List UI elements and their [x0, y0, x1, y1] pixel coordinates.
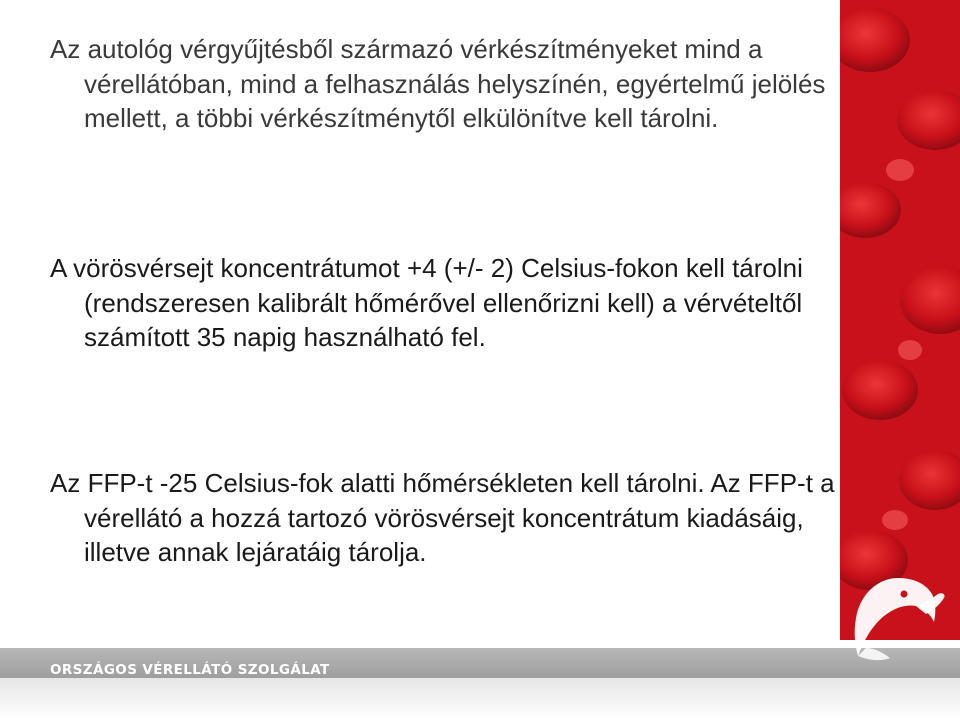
footer [0, 640, 960, 720]
footer-shade [0, 678, 960, 720]
paragraph-ffp-storage: Az FFP-t -25 Celsius-fok alatti hőmérsékleten kell tárolni. Az FFP-t a vérellátó a hozzá tartozó vörösvérsejt koncentrátum kiadásáig, illetve annak lejáratáig tárolja. [50, 468, 835, 567]
paragraph-rbc-storage: A vörösvérsejt koncentrátumot +4 (+/- 2) Celsius-fokon kell tárolni (rendszeresen kalibrált hőmérővel ellenőrizni kell) a vérvételtől számított 35 napig használható fel. [50, 253, 803, 352]
organization-name: ORSZÁGOS VÉRELLÁTÓ SZOLGÁLAT [50, 662, 330, 678]
pelican-logo-icon [838, 560, 958, 680]
paragraph-autologous-storage: Az autológ vérgyűjtésből származó vérkészítményeket mind a vérellátóban, mind a felhasználás helyszínén, egyértelmű jelölés mellett, a többi vérkészítménytől elkülönítve kell tárolni. [50, 34, 826, 133]
footer-band [0, 648, 960, 678]
